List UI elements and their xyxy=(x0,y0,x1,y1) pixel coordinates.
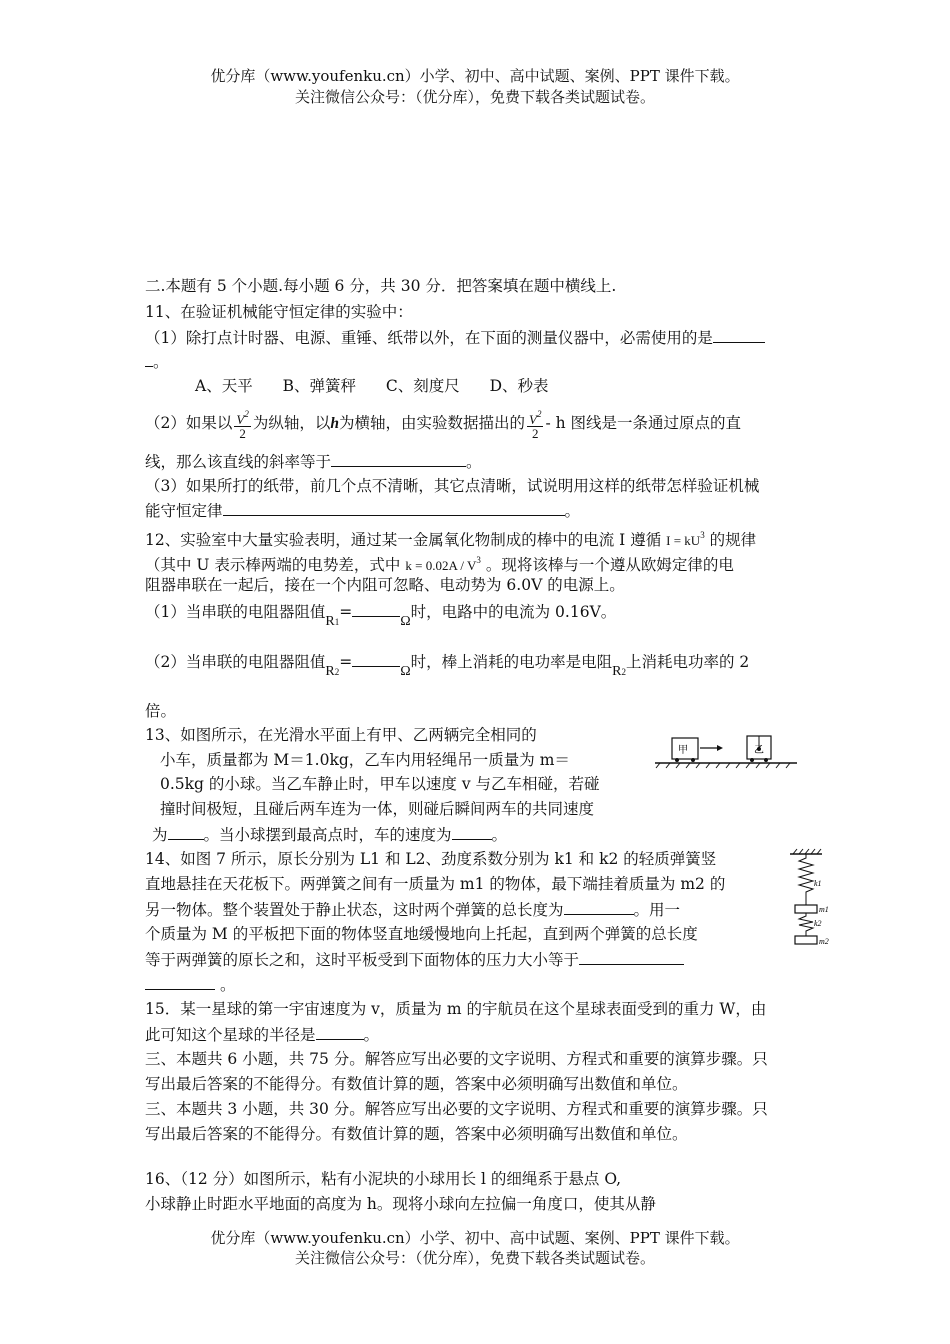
cart-b-wheel-1 xyxy=(750,758,754,762)
r2b-letter: R xyxy=(612,664,622,679)
footer-line-2: 关注微信公众号：（优分库），免费下载各类试题试卷。 xyxy=(294,1249,655,1267)
q12-p1-text: （1）当串联的电阻器阻值 xyxy=(145,603,326,621)
v2-over-2-fraction xyxy=(234,408,250,440)
q12-line-2 xyxy=(145,549,734,577)
formula2-exp: 3 xyxy=(476,555,481,565)
header-line-1: 优分库（www.youfenku.cn）小学、初中、高中试题、案例、PPT 课件下载。 xyxy=(210,67,740,85)
frac-den-2: 2 xyxy=(531,426,539,441)
q11-blank-1-cont[interactable] xyxy=(145,350,153,367)
q11-blank-3[interactable] xyxy=(223,499,565,516)
ohm-symbol-1: Ω xyxy=(400,614,411,629)
q12-formula-2 xyxy=(405,555,481,573)
q13-line-2: 小车，质量都为 M＝1.0kg，乙车内用轻绳吊一质量为 m＝ xyxy=(160,751,570,769)
section3b-line-1: 三、本题共 3 小题，共 30 分。解答应写出必要的文字说明、方程式和重要的演算步骤。只 xyxy=(145,1100,768,1118)
q11-option-c[interactable]: C、刻度尺 xyxy=(385,377,460,395)
q11-part3: （3）如果所打的纸带，前几个点不清晰，其它点清晰，试说明用这样的纸带怎样验证机械 xyxy=(145,477,760,495)
q14-line-4: 个质量为 M 的平板把下面的物体竖直地缓慢地向上托起，直到两个弹簧的总长度 xyxy=(145,925,698,943)
cart-a-wheel-1 xyxy=(675,758,679,762)
q11-p2-text-d: - h 图线是一条通过原点的直 xyxy=(545,414,742,432)
cart-b-label: 乙 xyxy=(754,745,764,756)
q13-line-1: 13、如图所示，在光滑水平面上有甲、乙两辆完全相同的 xyxy=(145,726,537,744)
q13-line-5 xyxy=(152,823,507,846)
q12-l1-text: 12、实验室中大量实验表明，通过某一金属氧化物制成的棒中的电流 I 遵循 xyxy=(145,531,662,549)
q11-option-b[interactable]: B、弹簧秤 xyxy=(282,377,356,395)
r1-sub: 1 xyxy=(334,617,340,627)
ohm-symbol-2: Ω xyxy=(400,664,411,679)
q12-part1 xyxy=(145,600,617,629)
q12-line-3: 阻器串联在一起后，接在一个内阻可忽略、电动势为 6.0V 的电源上。 xyxy=(145,576,625,594)
frac-num: V xyxy=(236,412,245,427)
q13-line-3: 0.5kg 的小球。当乙车静止时，甲车以速度 v 与乙车相碰，若碰 xyxy=(160,775,600,793)
r1-letter: R xyxy=(325,614,335,629)
q11-part1 xyxy=(145,326,765,349)
q11-option-a[interactable]: A、天平 xyxy=(195,377,253,395)
q11-p3-text-b: 能守恒定律 xyxy=(145,502,223,520)
q13-l5-end: 。 xyxy=(491,826,508,844)
formula2-text: k = 0.02A / V xyxy=(405,558,477,573)
header-line-2: 关注微信公众号：（优分库），免费下载各类试题试卷。 xyxy=(294,88,655,106)
q11-blank-1[interactable] xyxy=(713,326,765,343)
q14-l6-end: 。 xyxy=(219,976,236,994)
q12-line-1 xyxy=(145,524,756,552)
r1-symbol xyxy=(325,611,339,633)
q14-blank-2-cont[interactable] xyxy=(145,973,215,990)
q15-line-2 xyxy=(145,1023,379,1046)
q11-h-symbol: h xyxy=(330,415,339,432)
spring-k2 xyxy=(799,913,813,936)
m2-label: m2 xyxy=(819,937,829,946)
q15-line-1: 15．某一星球的第一宇宙速度为 v，质量为 m 的宇航员在这个星球表面受到的重力 W，由 xyxy=(145,1000,767,1018)
q12-formula-1 xyxy=(666,530,705,548)
spring-k1 xyxy=(799,854,813,905)
r2-eq: = xyxy=(339,653,353,671)
v2-over-2-fraction-2 xyxy=(527,408,543,440)
section3a-line-1: 三、本题共 6 小题，共 75 分。解答应写出必要的文字说明、方程式和重要的演算步骤。只 xyxy=(145,1050,768,1068)
mass-m1 xyxy=(795,905,817,913)
q11-option-d[interactable]: D、秒表 xyxy=(489,377,549,395)
q14-line-2: 直地悬挂在天花板下。两弹簧之间有一质量为 m1 的物体，最下端挂着质量为 m2 的 xyxy=(145,875,726,893)
q16-line-2: 小球静止时距水平地面的高度为 h。现将小球向左拉偏一角度口，使其从静 xyxy=(145,1195,656,1213)
q14-blank-2[interactable] xyxy=(579,948,684,965)
q11-p2-text-e: 线，那么该直线的斜率等于 xyxy=(145,453,332,471)
q14-l5-text: 等于两弹簧的原长之和，这时平板受到下面物体的压力大小等于 xyxy=(145,951,580,969)
q13-l5-text-a: 为 xyxy=(152,826,168,844)
q11-p2-text-c: 为横轴，由实验数据描出的 xyxy=(338,414,525,432)
q11-options xyxy=(195,375,549,397)
velocity-arrowhead xyxy=(717,745,723,751)
q11-part2 xyxy=(145,408,741,440)
q16-line-1: 16、（12 分）如图所示，粘有小泥块的小球用长 l 的细绳系于悬点 O, xyxy=(145,1170,622,1188)
q15-l2-end: 。 xyxy=(363,1026,380,1044)
q11-part3-cont xyxy=(145,499,580,522)
q14-l3-end: 。用一 xyxy=(633,901,681,919)
r1-eq: = xyxy=(339,603,353,621)
q13-blank-2[interactable] xyxy=(452,823,492,840)
q12-l1-end: 的规律 xyxy=(709,531,757,549)
q14-line-5 xyxy=(145,948,684,971)
mass-m2 xyxy=(795,936,817,944)
q15-blank[interactable] xyxy=(316,1023,364,1040)
frac-num-2: V xyxy=(528,412,537,427)
q11-p3-end: 。 xyxy=(564,502,581,520)
footer-line-1: 优分库（www.youfenku.cn）小学、初中、高中试题、案例、PPT 课件下载。 xyxy=(210,1229,740,1247)
m1-label: m1 xyxy=(819,905,829,914)
r2-sub: 2 xyxy=(334,667,340,677)
q14-line-6 xyxy=(145,973,235,996)
q14-l3-text: 另一物体。整个装置处于静止状态，这时两个弹簧的总长度为 xyxy=(145,901,564,919)
section3a-line-2: 写出最后答案的不能得分。有数值计算的题，答案中必须明确写出数值和单位。 xyxy=(145,1075,688,1093)
q14-line-1: 14、如图 7 所示，原长分别为 L1 和 L2、劲度系数分别为 k1 和 k2 的轻质弹簧竖 xyxy=(145,850,717,868)
q11-p2-text-a: （2）如果以 xyxy=(145,414,233,432)
q13-cart-figure xyxy=(655,730,800,770)
k1-label: k1 xyxy=(814,879,822,888)
frac-exp: 2 xyxy=(244,409,249,419)
q11-part1-cont xyxy=(145,350,169,373)
q12-p2-text: （2）当串联的电阻器阻值 xyxy=(145,653,326,671)
q11-part1-text: （1）除打点计时器、电源、重锤、纸带以外，在下面的测量仪器中，必需使用的是 xyxy=(145,329,713,347)
formula1-text: I = kU xyxy=(666,533,701,548)
q11-p2-end: 。 xyxy=(466,453,482,471)
q13-line-4: 撞时间极短，且碰后两车连为一体，则碰后瞬间两车的共同速度 xyxy=(160,800,595,818)
q12-p2-text-b: 时，棒上消耗的电功率是电阻 xyxy=(410,653,613,671)
q11-part2-cont xyxy=(145,450,482,473)
r2-symbol xyxy=(325,661,339,683)
q14-blank-1[interactable] xyxy=(564,898,634,915)
frac-exp-2: 2 xyxy=(536,409,542,419)
q13-l5-text-b: 。当小球摆到最高点时，车的速度为 xyxy=(203,826,452,844)
q11-stem: 11、在验证机械能守恒定律的实验中： xyxy=(145,303,413,321)
section3b-line-2: 写出最后答案的不能得分。有数值计算的题，答案中必须明确写出数值和单位。 xyxy=(145,1125,688,1143)
r2-symbol-b xyxy=(612,661,626,683)
q12-l2-end: 。现将该棒与一个遵从欧姆定律的电 xyxy=(485,556,734,574)
q13-blank-1[interactable] xyxy=(168,823,204,840)
q12-part2 xyxy=(145,650,750,679)
cart-b-wheel-2 xyxy=(764,758,768,762)
cart-a-label: 甲 xyxy=(678,745,688,756)
q12-l2-text: （其中 U 表示棒两端的电势差，式中 xyxy=(145,556,401,574)
q14-spring-figure xyxy=(785,848,835,950)
q12-part2-end: 倍。 xyxy=(145,702,177,720)
q14-line-3 xyxy=(145,898,680,921)
k2-label: k2 xyxy=(814,919,822,928)
q12-blank-2[interactable] xyxy=(352,650,400,667)
q15-l2-text: 此可知这个星球的半径是 xyxy=(145,1026,316,1044)
section2-title: 二.本题有 5 个小题.每小题 6 分，共 30 分．把答案填在题中横线上. xyxy=(145,277,617,295)
r2-letter: R xyxy=(325,664,335,679)
q12-blank-1[interactable] xyxy=(352,600,400,617)
q12-p2-text-c: 上消耗电功率的 2 xyxy=(625,653,750,671)
r2b-sub: 2 xyxy=(621,667,626,677)
q11-blank-2[interactable] xyxy=(331,450,466,467)
q11-part1-end: 。 xyxy=(153,353,169,371)
q11-p2-text-b: 为纵轴，以 xyxy=(252,414,331,432)
cart-a-wheel-2 xyxy=(691,758,695,762)
formula1-exp: 3 xyxy=(700,530,705,540)
q12-p1-end: 时，电路中的电流为 0.16V。 xyxy=(410,603,617,621)
frac-den: 2 xyxy=(239,426,246,441)
